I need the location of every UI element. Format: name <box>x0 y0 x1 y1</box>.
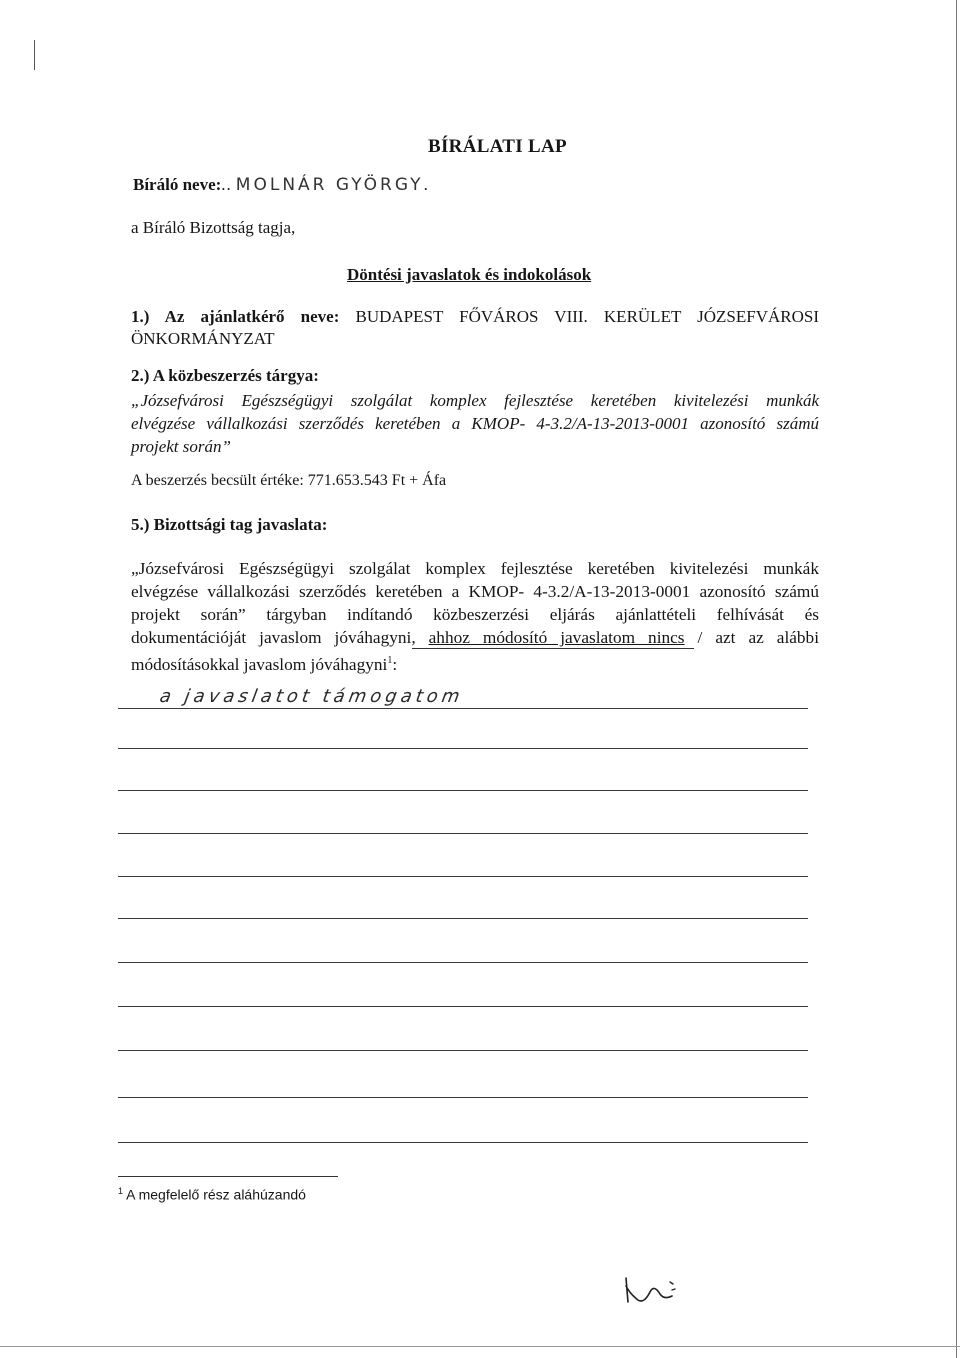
underline-stroke <box>412 648 694 649</box>
scan-edge-right <box>956 0 957 1358</box>
scan-edge-bottom <box>0 1346 960 1347</box>
section5-line5-text: módosításokkal javaslom jóváhagyni <box>131 654 388 674</box>
handwritten-response: a javaslatot támogatom <box>158 686 466 707</box>
section5-label: 5.) Bizottsági tag javaslata: <box>131 515 328 534</box>
section1-label: 1.) Az ajánlatkérő neve: <box>131 307 340 326</box>
section5-line1: „Józsefvárosi Egészségügyi szolgálat komplex fejlesztése keretében kivitelezési munkák <box>131 559 819 578</box>
section5-line5-footnote-marker: 1 <box>387 655 393 666</box>
estimate-text: A beszerzés becsült értéke: 771.653.543 Ft + Áfa <box>131 472 447 489</box>
member-line: a Bíráló Bizottság tagja, <box>131 218 296 237</box>
reviewer-label: Bíráló neve: <box>133 175 222 194</box>
section2-text <box>131 389 819 458</box>
footnote-marker: 1 <box>118 1186 124 1196</box>
section2-line2: elvégzése vállalkozási szerződés keretében a KMOP- 4-3.2/A-13-2013-0001 azonosító számú <box>131 414 819 433</box>
blank-line-4 <box>118 833 808 834</box>
signature-initials <box>624 1272 684 1306</box>
reviewer-name-handwritten: MOLNÁR GYÖRGY <box>235 175 424 195</box>
blank-line-8 <box>118 1006 808 1007</box>
blank-line-2 <box>118 748 808 749</box>
blank-line-5 <box>118 876 808 877</box>
section2-label: 2.) A közbeszerzés tárgya: <box>131 366 319 385</box>
blank-line-6 <box>118 918 808 919</box>
section1-value-line1: BUDAPEST FŐVÁROS VIII. KERÜLET JÓZSEFVÁROSI <box>355 307 819 326</box>
section2-line3: projekt során” <box>131 437 231 456</box>
section5-line3: projekt során” tárgyban indítandó közbeszerzési eljárás ajánlattételi felhívását és <box>131 605 819 624</box>
footnote <box>118 1186 306 1203</box>
scan-artifact <box>34 40 35 70</box>
blank-line-7 <box>118 962 808 963</box>
reviewer-dots-before: .. <box>221 175 232 194</box>
footnote-rule <box>118 1176 338 1177</box>
blank-line-3 <box>118 790 808 791</box>
section1-value-line2: ÖNKORMÁNYZAT <box>131 329 275 348</box>
blank-line-10 <box>118 1097 808 1098</box>
reviewer-dots-after: . <box>423 175 429 194</box>
section5-line4-c: / azt az alábbi <box>684 628 819 647</box>
section5-line2: elvégzése vállalkozási szerződés keretében a KMOP- 4-3.2/A-13-2013-0001 azonosító számú <box>131 582 819 601</box>
footnote-text: A megfelelő rész aláhúzandó <box>126 1186 306 1203</box>
section5-line4-underlined: ahhoz módosító javaslatom nincs <box>428 628 685 647</box>
section5-line5 <box>131 649 819 676</box>
section1-line1 <box>131 306 819 328</box>
section5-line4-a: dokumentációját javaslom jóváhagyni, <box>131 628 429 647</box>
blank-line-11 <box>118 1142 808 1143</box>
section2-line1: „Józsefvárosi Egészségügyi szolgálat komplex fejlesztése keretében kivitelezési munkák <box>131 391 819 410</box>
section5-text <box>131 557 819 676</box>
blank-line-9 <box>118 1050 808 1051</box>
decisions-heading: Döntési javaslatok és indokolások <box>347 265 592 284</box>
section5-line5-colon: : <box>392 654 398 674</box>
document-title: BÍRÁLATI LAP <box>428 136 567 157</box>
reviewer-line <box>133 175 429 195</box>
blank-line-1 <box>118 708 808 709</box>
section5-line4 <box>131 626 819 649</box>
